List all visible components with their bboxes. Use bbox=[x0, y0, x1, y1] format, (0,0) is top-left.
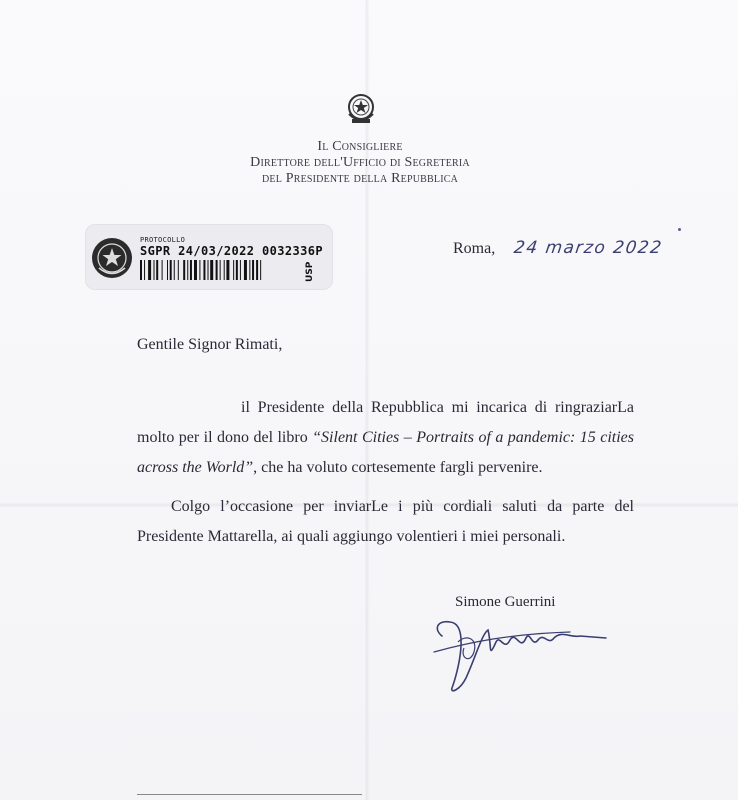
letter-place: Roma, bbox=[453, 240, 496, 257]
protocol-label: PROTOCOLLO bbox=[140, 236, 186, 244]
letterhead-title: Il Consigliere bbox=[317, 139, 403, 154]
paragraph-thanks bbox=[137, 393, 634, 483]
barcode-icon bbox=[140, 260, 300, 280]
letterhead-institution: del Presidente della Repubblica bbox=[261, 171, 459, 186]
handwritten-signature-icon bbox=[430, 612, 610, 694]
signer-name: Simone Guerrini bbox=[455, 594, 556, 610]
paragraph-thanks-start: il Presidente della Repubblica mi incarica di ringraziarLa molto per il dono del libro bbox=[137, 399, 634, 446]
paragraph-greetings: Colgo l’occasione per inviarLe i più cordiali saluti da parte del Presidente Mattarella, ai quali aggiungo volentieri i miei personali. bbox=[137, 498, 634, 545]
letterhead-office: Direttore dell'Ufficio di Segreteria bbox=[250, 155, 470, 170]
italian-republic-emblem-icon bbox=[344, 90, 378, 126]
book-title: “Silent Cities – Portraits of a pandemic: 15 cities across the World” bbox=[137, 429, 635, 476]
letter-body bbox=[137, 393, 634, 552]
paragraph-thanks-end: , che ha voluto cortesemente fargli pervenire. bbox=[253, 459, 543, 476]
salutation: Gentile Signor Rimati, bbox=[137, 336, 283, 353]
letterhead bbox=[200, 139, 520, 187]
protocol-stamp bbox=[85, 224, 333, 290]
ink-dot bbox=[678, 228, 681, 231]
bottom-rule bbox=[137, 794, 362, 795]
seal-icon bbox=[89, 235, 135, 281]
protocol-code: USP bbox=[305, 261, 315, 282]
protocol-number: SGPR 24/03/2022 0032336P bbox=[140, 244, 323, 258]
letter-date-handwritten: 24 marzo 2022 bbox=[512, 238, 664, 258]
